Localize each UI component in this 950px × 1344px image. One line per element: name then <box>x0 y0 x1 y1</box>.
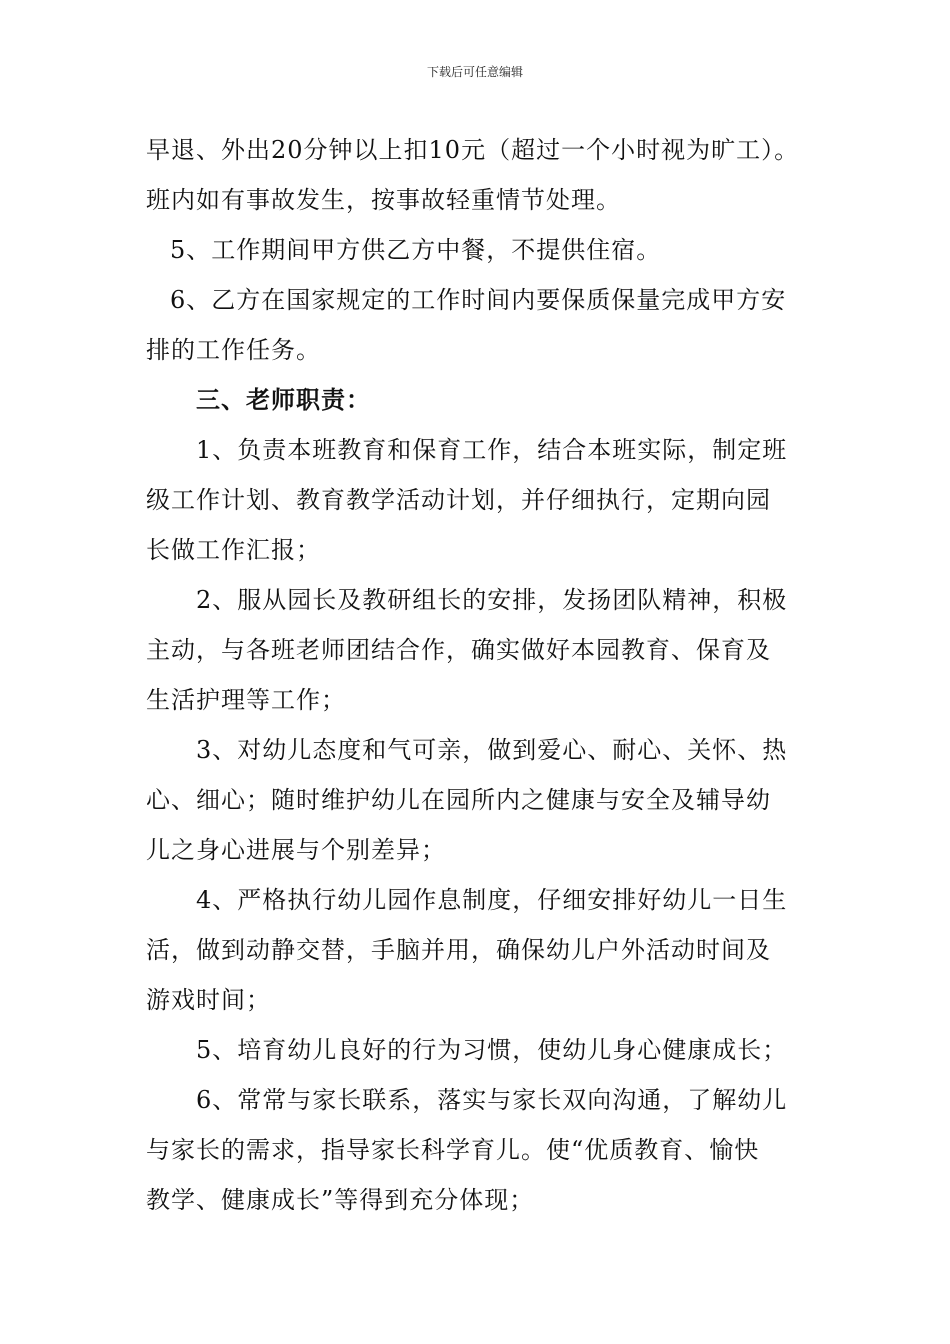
text-line: 活，做到动静交替，手脑并用，确保幼儿户外活动时间及 <box>146 936 771 964</box>
text-line: 主动，与各班老师团结合作，确实做好本园教育、保育及 <box>146 636 771 664</box>
text-line: 6、常常与家长联系，落实与家长双向沟通，了解幼儿 <box>196 1086 788 1114</box>
text-line: 5、培育幼儿良好的行为习惯，使幼儿身心健康成长； <box>196 1036 788 1064</box>
text-line: 教学、健康成长”等得到充分体现； <box>146 1186 535 1214</box>
text-line: 早退、外出20分钟以上扣10元（超过一个小时视为旷工）。 <box>146 136 800 164</box>
text-line: 心、细心；随时维护幼儿在园所内之健康与安全及辅导幼 <box>146 786 771 814</box>
text-line: 级工作计划、教育教学活动计划，并仔细执行，定期向园 <box>146 486 771 514</box>
text-line: 排的工作任务。 <box>146 336 321 364</box>
text-line: 儿之身心进展与个别差异； <box>146 836 446 864</box>
page-header: 下载后可任意编辑 <box>426 65 523 79</box>
text-line: 4、严格执行幼儿园作息制度，仔细安排好幼儿一日生 <box>196 886 788 914</box>
text-line: 6、乙方在国家规定的工作时间内要保质保量完成甲方安 <box>170 286 787 314</box>
text-line: 3、对幼儿态度和气可亲，做到爱心、耐心、关怀、热 <box>196 736 788 764</box>
text-line: 长做工作汇报； <box>146 536 321 564</box>
text-line: 5、工作期间甲方供乙方中餐，不提供住宿。 <box>170 236 662 264</box>
text-line: 班内如有事故发生，按事故轻重情节处理。 <box>146 186 621 214</box>
text-line: 1、负责本班教育和保育工作，结合本班实际，制定班 <box>196 436 788 464</box>
section-heading: 三、老师职责： <box>196 385 371 414</box>
text-line: 与家长的需求，指导家长科学育儿。使“优质教育、愉快 <box>146 1136 760 1164</box>
text-line: 游戏时间； <box>146 986 271 1014</box>
text-line: 生活护理等工作； <box>146 686 346 714</box>
text-line: 2、服从园长及教研组长的安排，发扬团队精神，积极 <box>196 586 788 614</box>
